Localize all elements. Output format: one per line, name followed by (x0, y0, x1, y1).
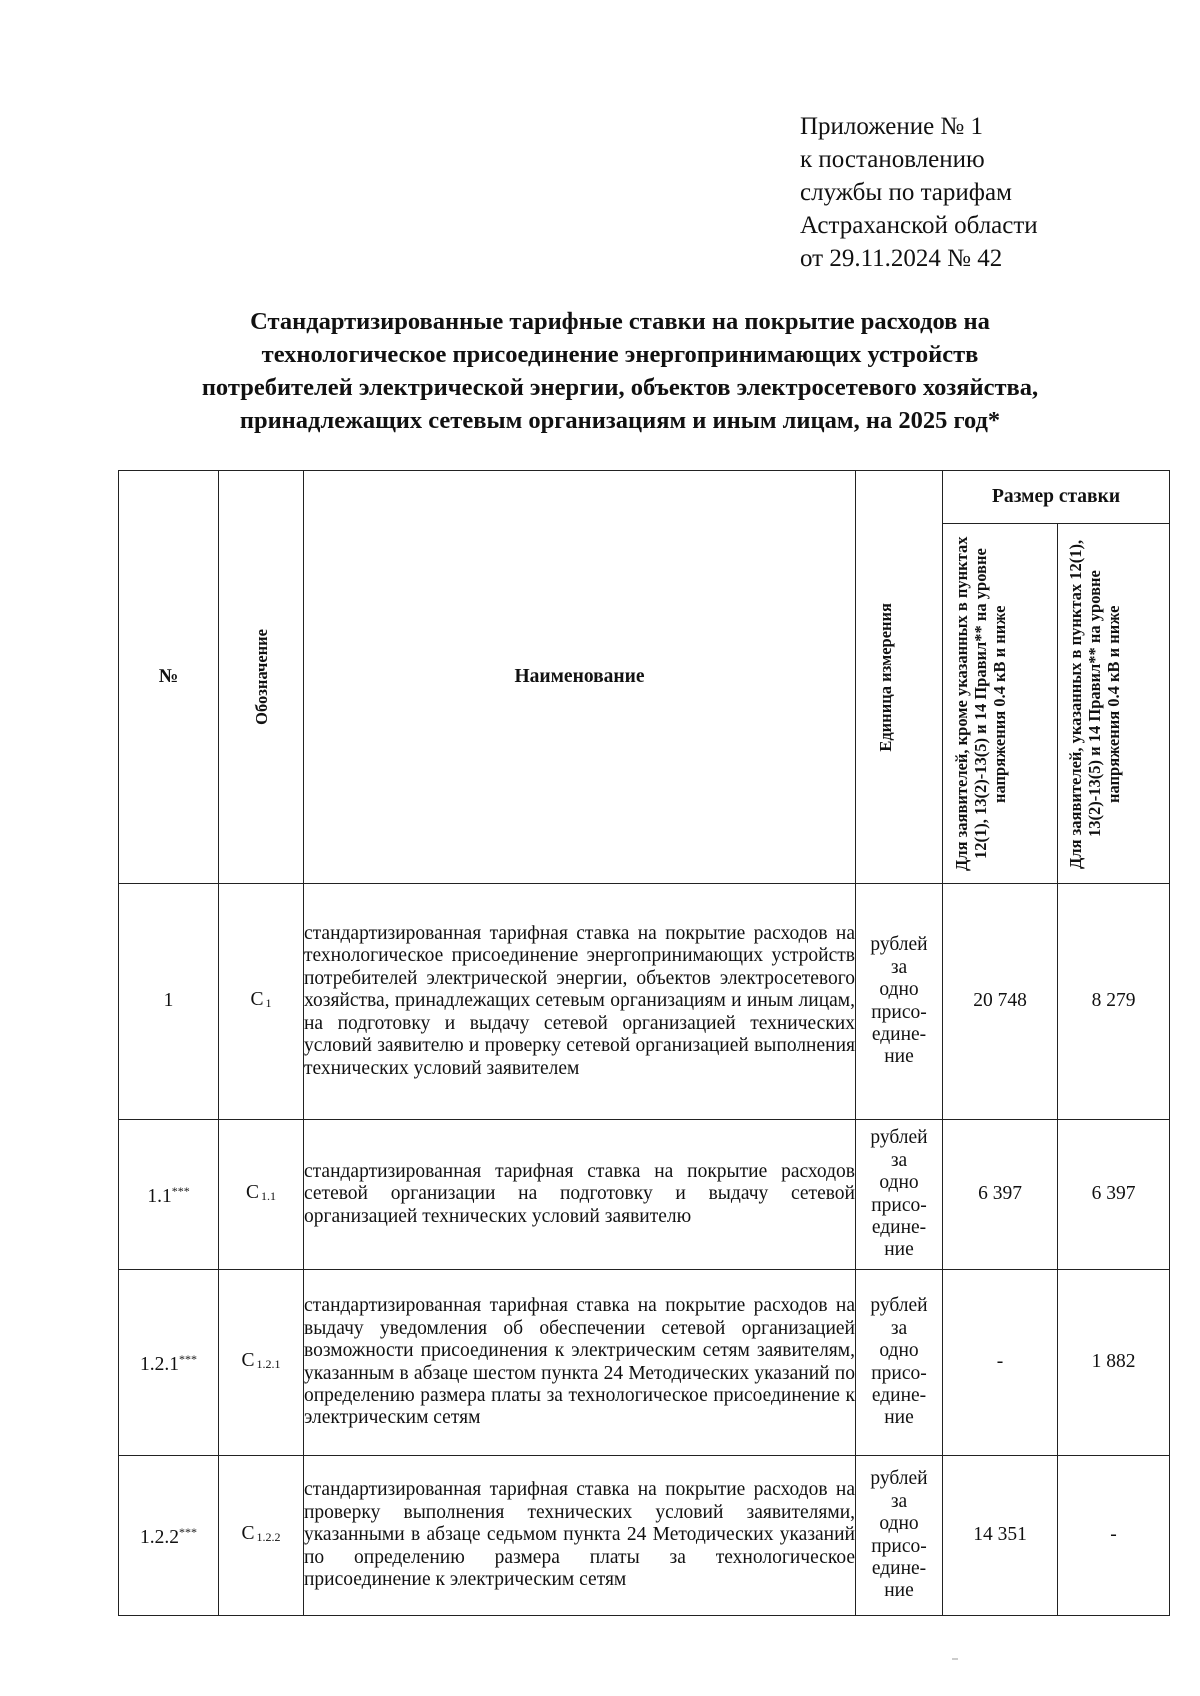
row-description: стандартизированная тарифная ставка на покрытие расходов сетевой организации на подготовку и выдачу сетевой организацией технических условий заявителю (304, 1120, 856, 1270)
table-row (119, 1270, 1170, 1456)
approval-line: службы по тарифам (800, 179, 1012, 206)
row-number-text: 1.2.1 (140, 1354, 179, 1376)
row-description: стандартизированная тарифная ставка на покрытие расходов на технологическое присоединение энергопринимающих устройств потребителей электрической энергии, объектов электросетевого хозяйства, принадлежащих сетевым организациям и иным лицам, на подготовку и выдачу сетевой организацией технических условий заявителю и проверку сетевой организацией выполнения технических условий заявителем (304, 884, 856, 1120)
row-unit-line: ние (884, 1580, 914, 1602)
row-unit (856, 1456, 943, 1616)
row-code (219, 1270, 304, 1456)
header-unit (856, 471, 943, 884)
title-line: технологическое присоединение энергопринимающих устройств (261, 341, 979, 368)
table-row (119, 1120, 1170, 1270)
row-unit (856, 884, 943, 1120)
header-rate-a (943, 524, 1058, 884)
table-body (119, 884, 1170, 1616)
header-rate-b-label: Для заявителей, указанных в пунктах 12(1), 13(2)-13(5) и 14 Правил** на уровне напряжения 0.4 кВ и ниже (1065, 538, 1123, 869)
approval-line: к постановлению (800, 146, 985, 173)
row-code-letter: С (250, 988, 264, 1010)
row-unit-line: ние (884, 1407, 914, 1429)
scan-artifact (952, 1658, 958, 1660)
title-line: Стандартизированные тарифные ставки на покрытие расходов на (250, 308, 990, 335)
row-number (119, 1120, 219, 1270)
approval-block (800, 110, 1140, 275)
row-number (119, 884, 219, 1120)
row-unit-line: едине- (871, 1384, 927, 1406)
row-code-letter: С (245, 1181, 259, 1203)
row-unit (856, 1270, 943, 1456)
row-unit-line: рублей (870, 1468, 928, 1490)
row-unit-line: за (890, 1490, 908, 1512)
table-row (119, 884, 1170, 1120)
approval-line: Астраханской области (800, 212, 1038, 239)
row-code-letter: С (241, 1522, 255, 1544)
row-unit-line: присо- (871, 1362, 927, 1384)
table-row (119, 1456, 1170, 1616)
row-rate-b: 1 882 (1058, 1270, 1170, 1456)
row-number-text: 1 (163, 990, 174, 1012)
row-rate-a: 14 351 (943, 1456, 1058, 1616)
row-unit-line: едине- (871, 1216, 927, 1238)
footnote-marker: *** (179, 1352, 197, 1367)
header-rate-b (1058, 524, 1170, 884)
footnote-marker: *** (171, 1184, 190, 1199)
row-unit-line: за (890, 1317, 908, 1339)
row-unit-line: ние (884, 1239, 914, 1261)
row-code-index: 1 (265, 995, 272, 1010)
row-description: стандартизированная тарифная ставка на покрытие расходов на проверку выполнения технических условий заявителями, указанными в абзаце седьмом пункта 24 Методических указаний по определению размера платы за технологическое присоединение к электрическим сетям (304, 1456, 856, 1616)
approval-line: Приложение № 1 (800, 113, 984, 140)
header-code (219, 471, 304, 884)
row-unit-line: одно (879, 1513, 919, 1535)
header-unit-label: Единица измерения (876, 602, 895, 752)
row-rate-a: - (943, 1270, 1058, 1456)
row-rate-a: 6 397 (943, 1120, 1058, 1270)
row-code (219, 1120, 304, 1270)
row-unit-line: рублей (870, 934, 928, 956)
document-title (120, 305, 1120, 437)
row-rate-b: 8 279 (1058, 884, 1170, 1120)
row-rate-b: - (1058, 1456, 1170, 1616)
row-number (119, 1270, 219, 1456)
row-code-letter: С (241, 1349, 255, 1371)
header-code-label: Обозначение (251, 629, 271, 725)
row-code-index: 1.2.1 (256, 1356, 281, 1371)
row-code (219, 884, 304, 1120)
header-rate-group: Размер ставки (943, 471, 1170, 524)
row-unit-line: рублей (870, 1127, 928, 1149)
row-rate-a: 20 748 (943, 884, 1058, 1120)
title-line: потребителей электрической энергии, объектов электросетевого хозяйства, (201, 374, 1039, 401)
row-unit-line: едине- (871, 1557, 927, 1579)
row-code-index: 1.1 (261, 1188, 276, 1203)
row-number-text: 1.1 (147, 1186, 172, 1208)
row-number-text: 1.2.2 (140, 1527, 179, 1549)
row-number (119, 1456, 219, 1616)
row-unit (856, 1120, 943, 1270)
row-description: стандартизированная тарифная ставка на покрытие расходов на выдачу уведомления об обеспечении сетевой организацией возможности присоединения к электрическим сетям заявителям, указанным в абзаце шестом пункта 24 Методических указаний по определению размера платы за технологическое присоединение к электрическим сетям (304, 1270, 856, 1456)
row-unit-line: присо- (871, 1001, 927, 1023)
title-line: принадлежащих сетевым организациям и иным лицам, на 2025 год* (239, 407, 1001, 434)
row-rate-b: 6 397 (1058, 1120, 1170, 1270)
approval-line: от 29.11.2024 № 42 (800, 245, 1003, 272)
tariff-table (118, 470, 1170, 1616)
footnote-marker: *** (179, 1525, 197, 1540)
row-unit-line: присо- (871, 1535, 927, 1557)
row-unit-line: присо- (871, 1194, 927, 1216)
row-code (219, 1456, 304, 1616)
row-unit-line: за (890, 956, 908, 978)
header-name: Наименование (304, 471, 856, 884)
header-rate-a-label: Для заявителей, кроме указанных в пунктах 12(1), 13(2)-13(5) и 14 Правил** на уровне напряжения 0.4 кВ и ниже (952, 536, 1009, 871)
row-code-index: 1.2.2 (256, 1529, 281, 1544)
row-unit-line: одно (879, 979, 919, 1001)
row-unit-line: одно (879, 1172, 919, 1194)
row-unit-line: ние (884, 1046, 914, 1068)
row-unit-line: рублей (870, 1295, 928, 1317)
row-unit-line: за (890, 1149, 908, 1171)
row-unit-line: одно (879, 1340, 919, 1362)
row-unit-line: едине- (871, 1023, 927, 1045)
header-num: № (119, 471, 219, 884)
